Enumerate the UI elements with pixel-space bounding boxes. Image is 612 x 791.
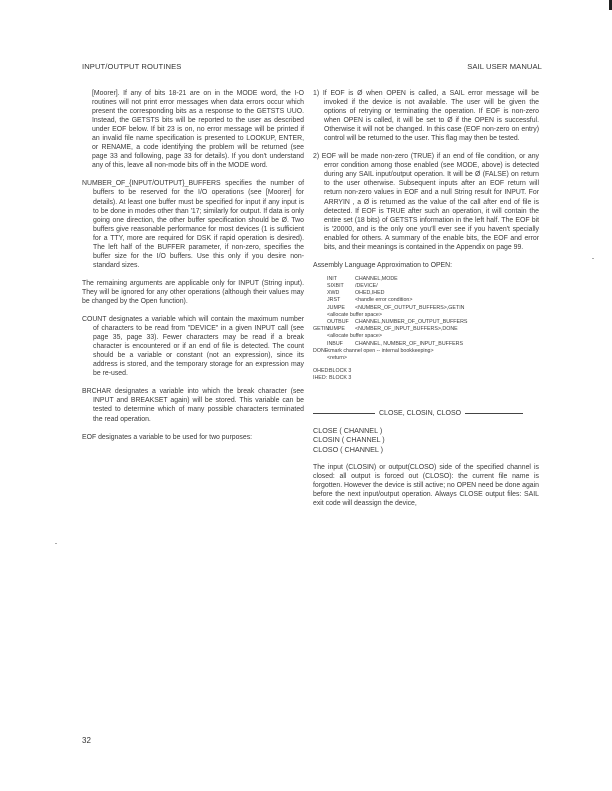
running-header-section: INPUT/OUTPUT ROUTINES xyxy=(82,62,182,71)
asm-op: <allocate buffer space> xyxy=(327,333,382,340)
count-paragraph: COUNT designates a variable which will contain the maximum number of characters to be read from "DEVICE" in a given INPUT call (see page 35, page 33). Fewer characters may be read if a break character is encountered or if an end of file is detected. The count should be a variable or constant (not an expression), since its address is stored, and the temporary storage for an expression may be re-used. xyxy=(82,316,304,378)
eof-item-1: 1) If EOF is Ø when OPEN is called, a SAIL error message will be invoked if the device is not available. The user will be given the options of retrying or terminating the operation. If EOF is non-zero when OPEN is called, it will be set to Ø if the OPEN is successful. Otherwise it will not be changed. In this case (EOF non-zero on entry) control will be returned to the user. This flag may then be tested. xyxy=(313,90,539,143)
asm-op: JRST xyxy=(327,297,341,304)
eof-paragraph: EOF designates a variable to be used for two purposes: xyxy=(82,433,253,441)
asm-line xyxy=(313,319,539,326)
asm-op: INIT xyxy=(327,275,338,282)
asm-arg: CHANNEL,NUMBER_OF_OUTPUT_BUFFERS xyxy=(355,319,468,326)
asm-line xyxy=(313,290,539,297)
asm-label: IHED: xyxy=(313,375,328,382)
asm-arg: OHED,IHED xyxy=(355,290,385,297)
asm-label xyxy=(313,276,327,283)
asm-line xyxy=(313,333,539,340)
asm-line xyxy=(313,297,539,304)
asm-block-line xyxy=(313,375,539,382)
asm-label xyxy=(313,341,327,348)
asm-label xyxy=(313,290,327,297)
signature-closin: CLOSIN ( CHANNEL ) xyxy=(313,435,385,445)
asm-line xyxy=(313,276,539,283)
asm-arg: /DEVICE/ xyxy=(355,283,378,290)
heading-rule-right xyxy=(465,413,523,414)
close-description: The input (CLOSIN) or output(CLOSO) side of the specified channel is closed: all output is forced out (CLOSO): the current file name is forgotten. However the device is still active; no OPEN need be done again before the next input/output operation. Always CLOSE output files: SAIL exit code will deassign the device, xyxy=(313,463,539,508)
asm-arg: <NUMBER_OF_OUTPUT_BUFFERS>,GETIN xyxy=(355,304,465,311)
asm-listing xyxy=(313,276,539,362)
asm-line xyxy=(313,326,539,333)
asm-op: INBUF xyxy=(327,340,343,347)
asm-label: OHED: xyxy=(313,368,330,375)
asm-arg: <handle error condition> xyxy=(355,297,413,304)
mode-paragraph: [Moorer]. If any of bits 18-21 are on in the MODE word, the I-O routines will not print error messages when data errors occur which present the corresponding bits as a response to the GETSTS UUO. Instead, the GETSTS bits will be reported to the user as described under EOF below. If bit 23 is on, no error message will be printed if an invalid file name specification is presented to LOOKUP, ENTER, or RENAME, a code identifying the problem will be returned (see page 33 and following, page 33 for details). If you don't understand any of this, leave all non-mode bits off in the MODE word. xyxy=(92,90,304,170)
scan-speck xyxy=(592,258,594,259)
asm-line xyxy=(313,312,539,319)
heading-rule-left xyxy=(313,413,375,414)
asm-op: JUMPE xyxy=(327,326,345,333)
asm-op: <allocate buffer space> xyxy=(327,311,382,318)
asm-label: GETIN: xyxy=(313,326,331,333)
asm-line xyxy=(313,348,539,355)
signature-closo: CLOSO ( CHANNEL ) xyxy=(313,444,384,454)
asm-op: XWD xyxy=(327,290,340,297)
asm-op: JUMPE xyxy=(327,304,345,311)
asm-arg: <NUMBER_OF_INPUT_BUFFERS>,DONE xyxy=(355,326,458,333)
signature-close: CLOSE ( CHANNEL ) xyxy=(313,425,383,435)
asm-op: OUTBUF xyxy=(327,319,349,326)
asm-op: BLOCK 3 xyxy=(329,368,352,375)
asm-block-line xyxy=(313,368,539,375)
asm-line xyxy=(313,341,539,348)
running-header-title: SAIL USER MANUAL xyxy=(467,62,542,71)
asm-line xyxy=(313,283,539,290)
brchar-paragraph: BRCHAR designates a variable into which the break character (see INPUT and BREAKSET again) will be stored. This variable can be tested to determine which of many possible characters terminated the read operation. xyxy=(82,388,304,423)
asm-op: SIXBIT xyxy=(327,283,344,290)
asm-line xyxy=(313,305,539,312)
buffers-paragraph: NUMBER_OF_{INPUT/OUTPUT}_BUFFERS specifies the number of buffers to be reserved for the I/O operations (see [Moorer] for details). At least one buffer must be specified for input if any input is to be done in modes other than '17; similarly for output. If data is only going one direction, the other buffer specification should be Ø. Two buffers give reasonable performance for most devices (1 is sufficient for a TTY, more are required for DSK if rapid operation is desired). The left half of the BUFFER parameter, if non-zero, specifies the buffer size for the I/O buffers. Use this only if you desire non-standard sizes. xyxy=(82,180,304,269)
right-column xyxy=(313,89,539,508)
scan-speck xyxy=(55,543,57,544)
asm-op: <mark channel open -- internal bookkeeping> xyxy=(327,347,434,354)
section-title: CLOSE, CLOSIN, CLOSO xyxy=(379,409,462,417)
asm-heading: Assembly Language Approximation to OPEN: xyxy=(313,261,453,269)
asm-blocks xyxy=(313,368,539,382)
asm-label xyxy=(313,319,327,326)
page-number: 32 xyxy=(82,736,91,745)
eof-item-2: 2) EOF will be made non-zero (TRUE) if an end of file condition, or any error condition among those enabled (see MODE, above) is detected during any SAIL input/output operation. It will be Ø (FALSE) on return to the user otherwise. Subsequent inputs after an EOF return will return non-zero values in EOF and a null String result for INPUT. For ARRYIN , a Ø is returned as the value of the call after end of file is detected. If EOF is TRUE after such an operation, it will contain the entire set (18 bits) of GETSTS information in the left half. The EOF bit is '20000, and is the only one you'll ever see if you haven't specially enabled for others. A summary of the enable bits, the EOF and error bits, and their meanings is contained in the Appendix on page 99. xyxy=(313,153,539,251)
close-signatures xyxy=(313,426,539,454)
asm-label xyxy=(313,297,327,304)
asm-label xyxy=(313,355,327,362)
asm-label xyxy=(313,305,327,312)
asm-op: BLOCK 3 xyxy=(329,375,352,382)
asm-label xyxy=(313,333,327,340)
left-column xyxy=(82,89,304,442)
asm-op: <return> xyxy=(327,355,348,362)
asm-label xyxy=(313,283,327,290)
section-heading-close xyxy=(313,409,539,418)
asm-line xyxy=(313,355,539,362)
asm-arg: CHANNEL, NUMBER_OF_INPUT_BUFFERS xyxy=(355,340,464,347)
remaining-args-paragraph: The remaining arguments are applicable only for INPUT (String input). They will be ignored for any other operations (although their values may be changed by the Open function). xyxy=(82,279,304,305)
asm-label: DONE: xyxy=(313,347,330,354)
asm-label xyxy=(313,312,327,319)
asm-arg: CHANNEL,MODE xyxy=(355,275,398,282)
